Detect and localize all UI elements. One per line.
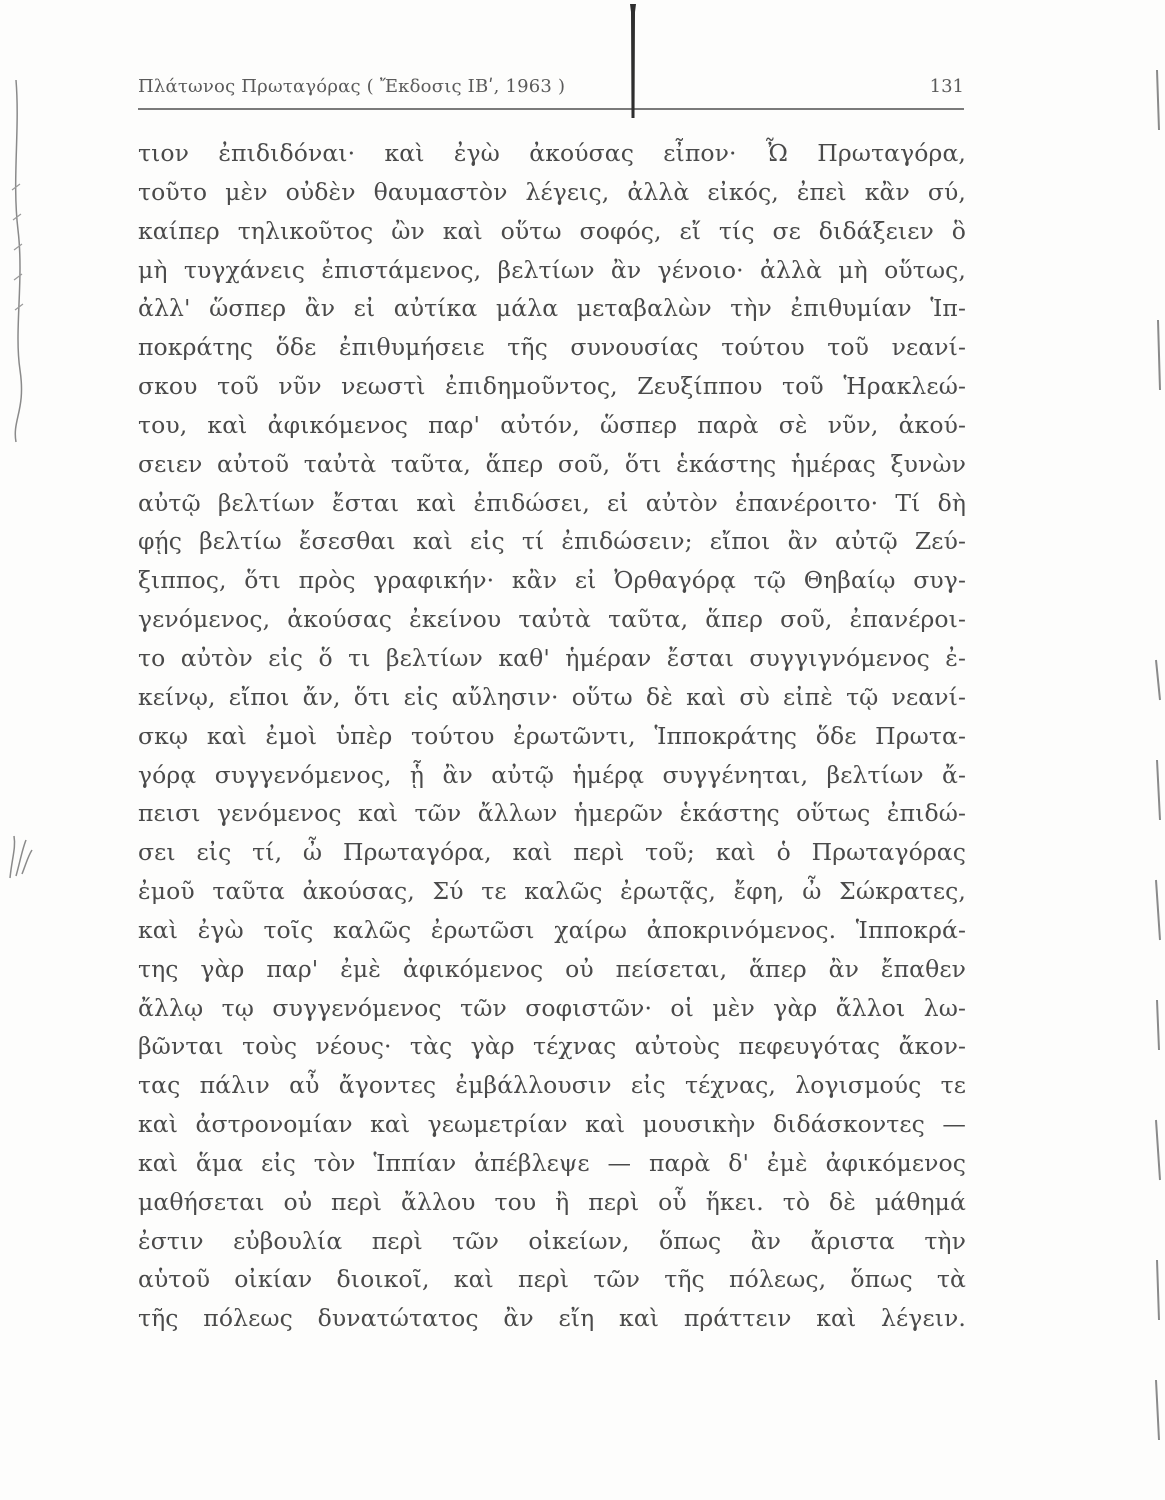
text-line: ξιππος, ὅτι πρὸς γραφικήν· κἂν εἰ Ὀρθαγόρᾳ τῷ Θηβαίῳ συγ- [138,566,966,595]
text-line: του, καὶ ἀφικόμενος παρ' αὐτόν, ὥσπερ παρὰ σὲ νῦν, ἀκού- [138,410,966,439]
running-head: Πλάτωνος Πρωταγόρας ( Ἔκδοσις ΙΒʹ, 1963 ) [138,76,566,97]
text-line: καὶ ἐγὼ τοῖς καλῶς ἐρωτῶσι χαίρω ἀποκρινόμενος. Ἱπποκρά- [138,915,966,944]
header-rule [138,108,964,110]
text-line: ἀλλ' ὥσπερ ἂν εἰ αὐτίκα μάλα μεταβαλὼν τὴν ἐπιθυμίαν Ἱπ- [138,294,966,323]
bookmark-marker [627,0,639,118]
text-line: καὶ ἀστρονομίαν καὶ γεωμετρίαν καὶ μουσικὴν διδάσκοντες — [138,1110,966,1139]
text-line: πεισι γενόμενος καὶ τῶν ἄλλων ἡμερῶν ἑκάστης οὕτως ἐπιδώ- [138,799,966,828]
text-line: μαθήσεται οὐ περὶ ἄλλου του ἢ περὶ οὗ ἥκει. τὸ δὲ μάθημά [138,1187,966,1216]
text-line: μὴ τυγχάνεις ἐπιστάμενος, βελτίων ἂν γένοιο· ἀλλὰ μὴ οὕτως, [138,255,966,284]
text-line: καὶ ἅμα εἰς τὸν Ἱππίαν ἀπέβλεψε — παρὰ δ' ἐμὲ ἀφικόμενος [138,1148,966,1177]
text-line: φῄς βελτίω ἔσεσθαι καὶ εἰς τί ἐπιδώσειν; εἴποι ἂν αὐτῷ Ζεύ- [138,527,966,556]
text-line: σκου τοῦ νῦν νεωστὶ ἐπιδημοῦντος, Ζευξίππου τοῦ Ἡρακλεώ- [138,372,966,401]
text-line: ποκράτης ὅδε ἐπιθυμήσειε τῆς συνουσίας τούτου τοῦ νεανί- [138,333,966,362]
text-line: τιον ἐπιδιδόναι· καὶ ἐγὼ ἀκούσας εἶπον· Ὦ Πρωταγόρα, [138,139,966,167]
text-line: γόρᾳ συγγενόμενος, ᾗ ἂν αὐτῷ ἡμέρᾳ συγγένηται, βελτίων ἄ- [138,760,966,789]
text-line: κείνῳ, εἴποι ἄν, ὅτι εἰς αὔλησιν· οὕτω δὲ καὶ σὺ εἰπὲ τῷ νεανί- [138,682,966,711]
left-margin-mark [4,828,34,888]
text-line: ἄλλῳ τῳ συγγενόμενος τῶν σοφιστῶν· οἱ μὲν γὰρ ἄλλοι λω- [138,993,966,1022]
text-line: της γὰρ παρ' ἐμὲ ἀφικόμενος οὐ πείσεται, ἅπερ ἂν ἔπαθεν [138,954,966,983]
text-line: γενόμενος, ἀκούσας ἐκείνου ταὐτὰ ταῦτα, ἅπερ σοῦ, ἐπανέροι- [138,605,966,634]
text-line: τας πάλιν αὖ ἄγοντες ἐμβάλλουσιν εἰς τέχνας, λογισμούς τε [138,1071,966,1100]
page-header [138,70,964,110]
text-line: αὑτοῦ οἰκίαν διοικοῖ, καὶ περὶ τῶν τῆς πόλεως, ὅπως τὰ [138,1265,966,1294]
text-line: τῆς πόλεως δυνατώτατος ἂν εἴη καὶ πράττειν καὶ λέγειν. [138,1304,966,1333]
left-margin-scribble [2,70,32,450]
text-line: ἐμοῦ ταῦτα ἀκούσας, Σύ τε καλῶς ἐρωτᾷς, ἔφη, ὦ Σώκρατες, [138,877,966,906]
text-line: τοῦτο μὲν οὐδὲν θαυμαστὸν λέγεις, ἀλλὰ εἰκός, ἐπεὶ κἂν σύ, [138,177,966,206]
page-number: 131 [929,76,964,97]
body-text [138,134,966,1338]
text-line: ἐστιν εὐβουλία περὶ τῶν οἰκείων, ὅπως ἂν ἄριστα τὴν [138,1226,966,1255]
text-line: σειεν αὐτοῦ ταὐτὰ ταῦτα, ἅπερ σοῦ, ὅτι ἑκάστης ἡμέρας ξυνὼν [138,449,966,478]
text-line: σει εἰς τί, ὦ Πρωταγόρα, καὶ περὶ τοῦ; καὶ ὁ Πρωταγόρας [138,838,966,867]
text-line: αὐτῷ βελτίων ἔσται καὶ ἐπιδώσει, εἰ αὐτὸν ἐπανέροιτο· Τί δὴ [138,488,966,517]
text-line: βῶνται τοὺς νέους· τὰς γὰρ τέχνας αὐτοὺς πεφευγότας ἄκον- [138,1032,966,1061]
text-line: το αὐτὸν εἰς ὅ τι βελτίων καθ' ἡμέραν ἔσται συγγιγνόμενος ἐ- [138,643,966,672]
text-line: σκῳ καὶ ἐμοὶ ὑπὲρ τούτου ἐρωτῶντι, Ἱπποκράτης ὅδε Πρωτα- [138,721,966,750]
right-edge-marks [1151,60,1165,1460]
text-line: καίπερ τηλικοῦτος ὢν καὶ οὕτω σοφός, εἴ τίς σε διδάξειεν ὃ [138,216,966,245]
